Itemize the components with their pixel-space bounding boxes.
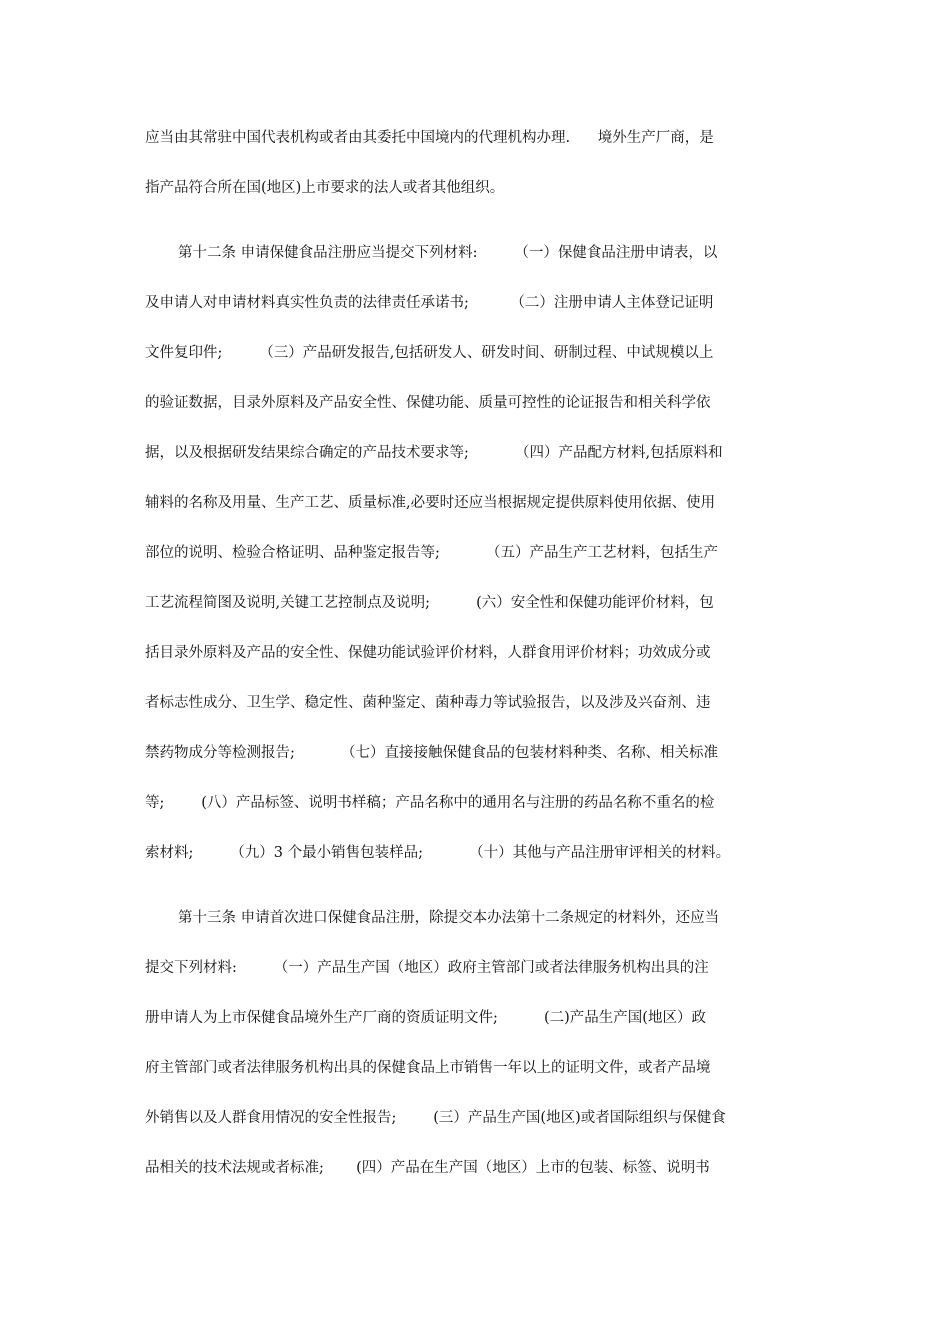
text-line: 应当由其常驻中国代表机构或者由其委托中国境内的代理机构办理. 境外生产厂商，是 [145,130,714,146]
text-line: 册申请人为上市保健食品境外生产厂商的资质证明文件; (二)产品生产国(地区）政 [145,1010,706,1026]
text-line: 提交下列材料: （一）产品生产国（地区）政府主管部门或者法律服务机构出具的注 [145,960,709,976]
text-line: 第十二条 申请保健食品注册应当提交下列材料: （一）保健食品注册申请表，以 [178,245,718,261]
text-line: 外销售以及人群食用情况的安全性报告; (三）产品生产国(地区)或者国际组织与保健食 [145,1110,726,1126]
text-line: 及申请人对申请材料真实性负责的法律责任承诺书; （二）注册申请人主体登记证明 [145,295,714,311]
text-line: 禁药物成分等检测报告; （七）直接接触保健食品的包装材料种类、名称、相关标准 [145,745,718,761]
text-line: 工艺流程简图及说明,关键工艺控制点及说明; (六）安全性和保健功能评价材料，包 [145,595,714,611]
text-line: 括目录外原料及产品的安全性、保健功能试验评价材料，人群食用评价材料；功效成分或 [145,645,711,661]
text-line: 的验证数据，目录外原料及产品安全性、保健功能、质量可控性的论证报告和相关科学依 [145,395,711,411]
text-line: 指产品符合所在国(地区)上市要求的法人或者其他组织。 [145,180,505,196]
text-line: 辅料的名称及用量、生产工艺、质量标准,必要时还应当根据规定提供原料使用依据、使用 [145,495,716,511]
text-line: 据，以及根据研发结果综合确定的产品技术要求等; （四）产品配方材料,包括原料和 [145,445,723,461]
text-line: 文件复印件; （三）产品研发报告,包括研发人、研发时间、研制过程、中试规模以上 [145,345,714,361]
text-line: 品相关的技术法规或者标准; (四）产品在生产国（地区）上市的包装、标签、说明书 [145,1160,710,1176]
text-line: 第十三条 申请首次进口保健食品注册，除提交本办法第十二条规定的材料外，还应当 [178,910,720,926]
text-line: 部位的说明、检验合格证明、品种鉴定报告等; （五）产品生产工艺材料，包括生产 [145,545,718,561]
text-line: 府主管部门或者法律服务机构出具的保健食品上市销售一年以上的证明文件，或者产品境 [145,1060,711,1076]
text-line: 索材料; （九）3 个最小销售包装样品; （十）其他与产品注册审评相关的材料。 [145,845,731,861]
text-line: 等; (八）产品标签、说明书样稿；产品名称中的通用名与注册的药品名称不重名的检 [145,795,715,811]
text-line: 者标志性成分、卫生学、稳定性、菌种鉴定、菌种毒力等试验报告，以及涉及兴奋剂、违 [145,695,711,711]
